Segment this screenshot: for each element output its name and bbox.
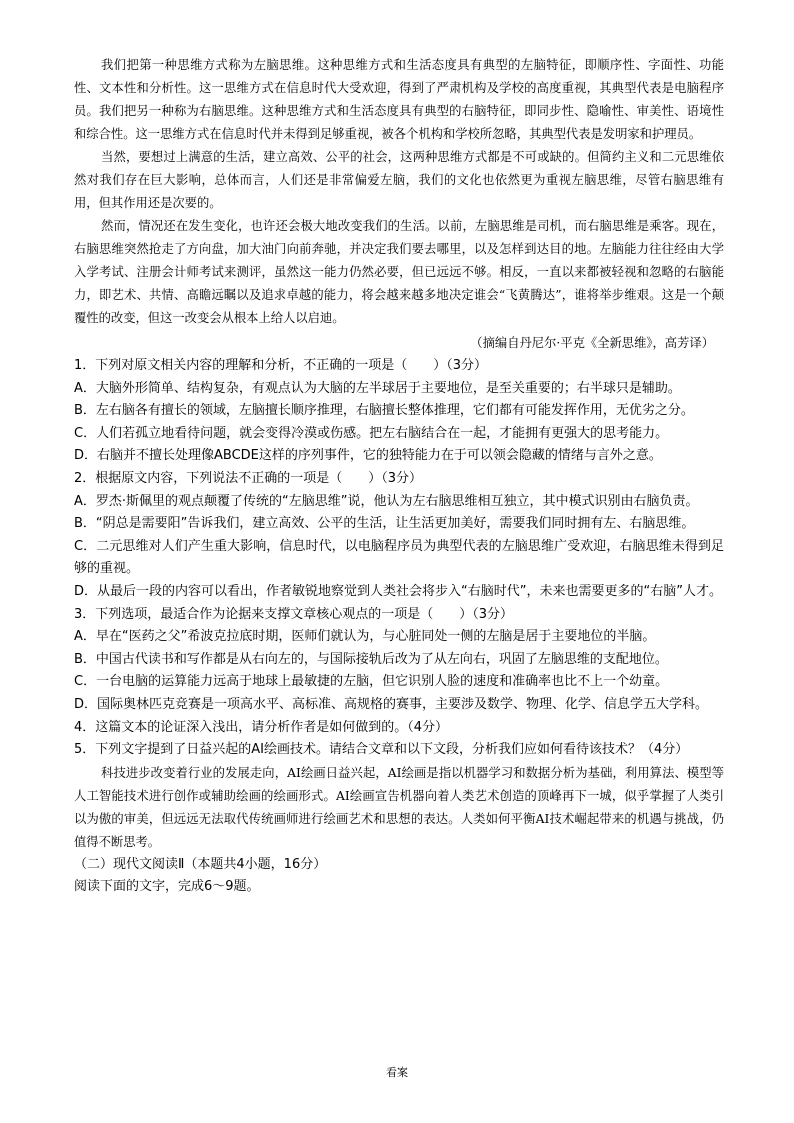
question-stem: 1．下列对原文相关内容的理解和分析，不正确的一项是（ ）（3分） bbox=[74, 358, 488, 373]
option-c: C．二元思维对人们产生重大影响，信息时代，以电脑程序员为典型代表的左脑思维广受欢迎，右脑思维未得到足够的重视。 bbox=[74, 538, 724, 577]
question-3 bbox=[74, 604, 724, 717]
option-d: D．从最后一段的内容可以看出，作者敏锐地察觉到人类社会将步入“右脑时代”，未来也需要更多的“右脑”人才。 bbox=[74, 583, 722, 599]
page-footer: 看案 bbox=[386, 1066, 408, 1079]
option-a: A．大脑外形简单、结构复杂，有观点认为大脑的左半球居于主要地位，是至关重要的；右半球只是辅助。 bbox=[74, 380, 681, 396]
passage-paragraph: 然而，情况还在发生变化，也许还会极大地改变我们的生活。以前，左脑思维是司机，而右脑思维是乘客。现在，右脑思维突然抢走了方向盘，加大油门向前奔驰，并决定我们要去哪里，以及怎样到达目的地。左脑能力往往经由大学入学考试、注册会计师考试来测评，虽然这一能力仍然必要，但已远远不够。相反，一直以来都被轻视和忽略的右脑能力，即艺术、共情、高瞻远瞩以及追求卓越的能力，将会越来越多地决定谁会“飞黄腾达”，谁将举步维艰。这是一个颠覆性的改变，但这一改变会从根本上给人以启迪。 bbox=[74, 219, 724, 325]
ai-painting-passage bbox=[74, 762, 724, 854]
question-stem: 2．根据原文内容，下列说法不正确的一项是（ ）（3分） bbox=[74, 470, 423, 486]
reading-passage bbox=[74, 54, 724, 355]
question-1 bbox=[74, 355, 724, 468]
passage-paragraph: 科技进步改变着行业的发展走向，AI绘画日益兴起，AI绘画是指以机器学习和数据分析为基础，利用算法、模型等人工智能技术进行创作或辅助绘画的绘画形式。AI绘画宣告机器向着人类艺术创造的顶峰再下一城，似乎掌握了人类引以为傲的审美，但远远无法取代传统画师进行绘画艺术和思想的表达。人类如何平衡AI技术崛起带来的机遇与挑战，仍值得不断思考。 bbox=[74, 765, 724, 849]
option-a: A．罗杰·斯佩里的观点颠覆了传统的“左脑思维”说，他认为左右脑思维相互独立，其中模式识别由右脑负责。 bbox=[74, 493, 699, 509]
option-b: B．左右脑各有擅长的领域，左脑擅长顺序推理，右脑擅长整体推理，它们都有可能发挥作用，无优劣之分。 bbox=[74, 403, 694, 419]
section-heading: （二）现代文阅读Ⅱ（本题共4小题，16分） bbox=[74, 856, 327, 872]
question-2 bbox=[74, 468, 724, 604]
next-section bbox=[74, 854, 724, 899]
option-a: A．早在“医药之父”希波克拉底时期，医师们就认为，与心脏同处一侧的左脑是居于主要地位的半脑。 bbox=[74, 629, 656, 645]
question-stem: 4．这篇文本的论证深入浅出，请分析作者是如何做到的。（4分） bbox=[74, 719, 449, 735]
passage-source: （摘编自丹尼尔·平克《全新思维》，高芳译） bbox=[470, 336, 714, 350]
option-c: C．人们若孤立地看待问题，就会变得冷漠或伤感。把左右脑结合在一起，才能拥有更强大的思考能力。 bbox=[74, 425, 669, 441]
question-stem: 5．下列文字提到了日益兴起的AI绘画技术。请结合文章和以下文段，分析我们应如何看待该技术？（4分） bbox=[74, 742, 689, 758]
passage-paragraph: 我们把第一种思维方式称为左脑思维。这种思维方式和生活态度具有典型的左脑特征，即顺序性、字面性、功能性、文本性和分析性。这一思维方式在信息时代大受欢迎，得到了严肃机构及学校的高度重视，其典型代表是电脑程序员。我们把另一种称为右脑思维。这种思维方式和生活态度具有典型的右脑特征，即同步性、隐喻性、审美性、语境性和综合性。这一思维方式在信息时代并未得到足够重视，被各个机构和学校所忽略，其典型代表是发明家和护理员。 bbox=[74, 58, 724, 141]
question-4 bbox=[74, 717, 724, 740]
question-list bbox=[74, 355, 724, 762]
question-5 bbox=[74, 739, 724, 762]
option-b: B．“阴总是需要阳”告诉我们，建立高效、公平的生活，让生活更加美好，需要我们同时拥有左、右脑思维。 bbox=[74, 516, 695, 532]
section-instruction: 阅读下面的文字，完成6～9题。 bbox=[74, 879, 260, 895]
question-stem: 3．下列选项，最适合作为论据来支撑文章核心观点的一项是（ ）（3分） bbox=[74, 606, 514, 622]
passage-paragraph: 当然，要想过上满意的生活，建立高效、公平的社会，这两种思维方式都是不可或缺的。但简约主义和二元思维依然对我们存在巨大影响，总体而言，人们还是非常偏爱左脑，我们的文化也依然更为重视左脑思维，尽管右脑思维有用，但其作用还是次要的。 bbox=[74, 150, 724, 210]
option-d: D．右脑并不擅长处理像ABCDE这样的序列事件，它的独特能力在于可以领会隐藏的情绪与言外之意。 bbox=[74, 448, 662, 464]
option-b: B．中国古代读书和写作都是从右向左的，与国际接轨后改为了从左向右，巩固了左脑思维的支配地位。 bbox=[74, 651, 668, 667]
exam-page bbox=[74, 54, 724, 899]
option-d: D．国际奥林匹克竞赛是一项高水平、高标准、高规格的赛事，主要涉及数学、物理、化学、信息学五大学科。 bbox=[74, 696, 709, 712]
option-c: C．一台电脑的运算能力远高于地球上最敏捷的左脑，但它识别人脸的速度和准确率也比不上一个幼童。 bbox=[74, 674, 669, 690]
